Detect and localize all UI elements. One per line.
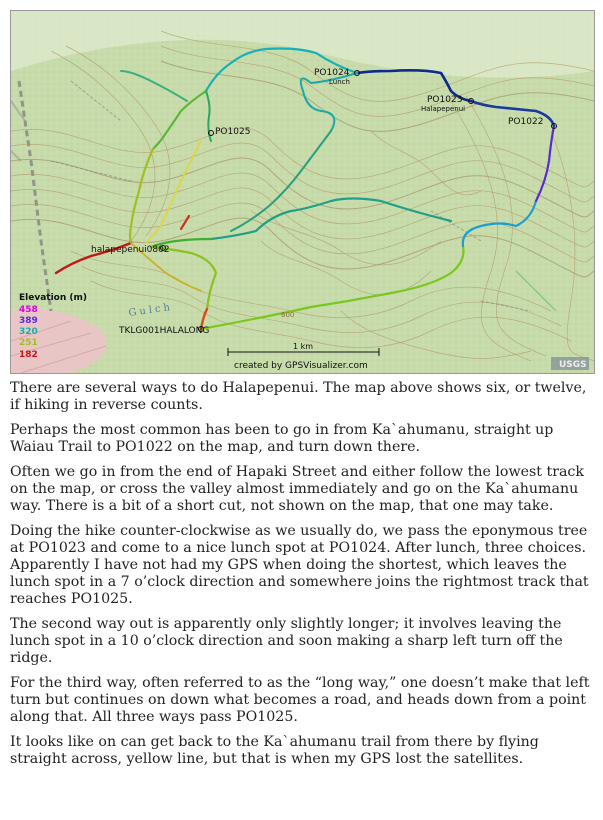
usgs-logo (551, 357, 589, 370)
elevation-legend-title: Elevation (m) (19, 293, 87, 303)
elevation-value: 458 (19, 305, 38, 315)
waypoint-po1024-label: PO1024 (314, 68, 350, 78)
scale-bar-label: 1 km (293, 342, 314, 351)
waypoint-po1025-label: PO1025 (215, 127, 251, 137)
elevation-value: 182 (19, 350, 38, 360)
article-paragraph: Often we go in from the end of Hapaki Street and either follow the lowest track on the map, or cross the valley almost immediately and go on the Ka`ahumanu way. There is a bit of a short cut, not shown on the map, that one may take. (10, 464, 584, 514)
article-paragraph: There are several ways to do Halapepenui. The map above shows six, or twelve, if hiking in reverse counts. (10, 380, 587, 413)
waypoint-halapepenui-label: Halapepenui (421, 105, 466, 113)
article-body (10, 380, 595, 776)
contour-label-600: 600 (281, 311, 295, 319)
waypoint-po1023-label: PO1023 (427, 95, 463, 105)
article-paragraph: For the third way, often referred to as the “long way,” one doesn’t make that left turn but continues on down what becomes a road, and heads down from a point along that. All three ways pass PO1025. (10, 675, 590, 725)
article-paragraph: Doing the hike counter-clockwise as we usually do, we pass the eponymous tree at PO1023 and come to a nice lunch spot at PO1024. After lunch, three choices. Apparently I have not had my GPS when doing the shortest, which leaves the lunch spot in a 7 o’clock direction and somewhere joins the rightmost track that reaches PO1025. (10, 523, 589, 607)
elevation-value: 320 (19, 327, 38, 337)
article-paragraph: Perhaps the most common has been to go in from Ka`ahumanu, straight up Waiau Trail to PO1022 on the map, and turn down there. (10, 422, 554, 455)
waypoint-halapepenui0802-label: halapepenui0802 (91, 245, 170, 255)
svg-text:USGS: USGS (559, 360, 587, 370)
article-paragraph: It looks like on can get back to the Ka`ahumanu trail from there by flying straight across, yellow line, but that is when my GPS lost the satellites. (10, 734, 539, 767)
waypoint-lunch-label: Lunch (329, 78, 350, 86)
article-paragraph: The second way out is apparently only slightly longer; it involves leaving the lunch spot in a 10 o’clock direction and soon making a sharp left turn off the ridge. (10, 616, 563, 666)
map-credit: created by GPSVisualizer.com (234, 361, 368, 371)
topographic-map (11, 11, 594, 373)
waypoint-po1022-label: PO1022 (508, 117, 544, 127)
trail-map (10, 10, 595, 374)
elevation-value: 251 (19, 338, 38, 348)
waypoint-trailhead-label: TKLG001HALALONG (119, 326, 210, 336)
place-label-gulch: Gulch (127, 301, 174, 319)
elevation-value: 389 (19, 316, 38, 326)
